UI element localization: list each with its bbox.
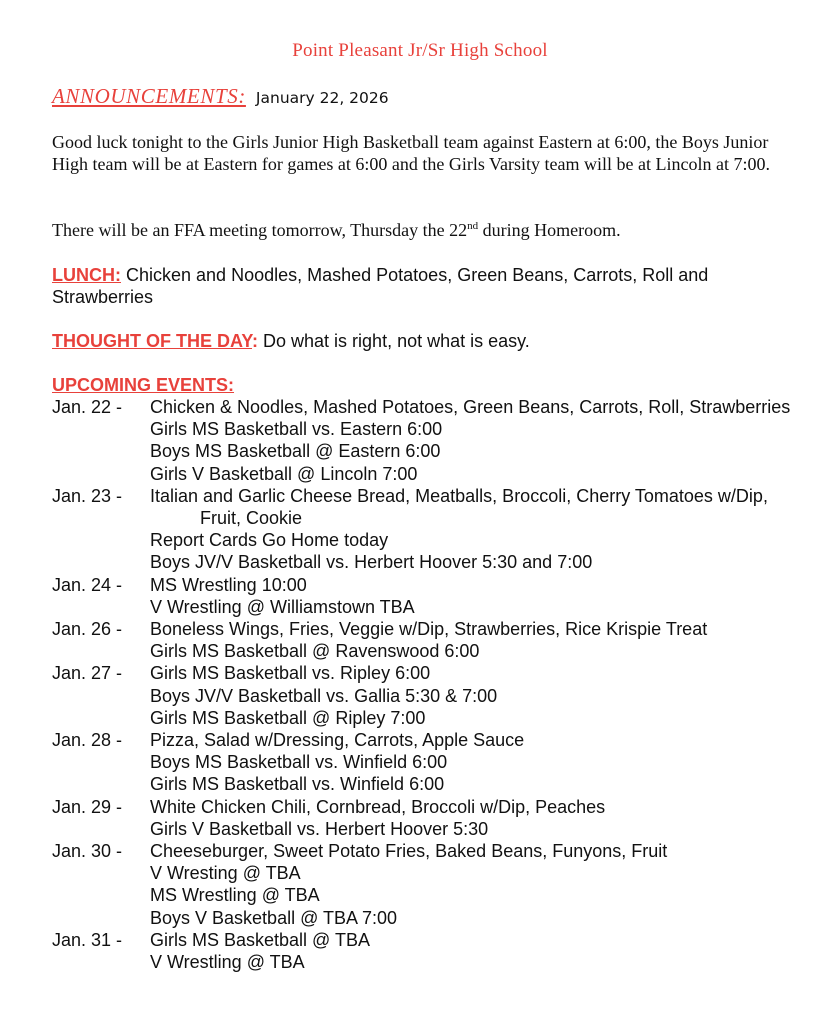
event-day — [52, 396, 812, 485]
thought-section — [52, 330, 792, 352]
event-date: Jan. 27 - — [52, 663, 123, 684]
ffa-text-end: during Homeroom. — [478, 220, 621, 240]
event-date: Jan. 24 - — [52, 574, 123, 595]
event-item: V Wrestling @ Williamstown TBA — [150, 596, 415, 617]
ffa-ordinal-suffix: nd — [467, 220, 479, 232]
event-item: Boys MS Basketball vs. Winfield 6:00 — [150, 752, 448, 773]
announcements-label: ANNOUNCEMENTS: — [52, 84, 246, 108]
event-item: Chicken & Noodles, Mashed Potatoes, Green Beans, Carrots, Roll, Strawberries — [150, 397, 791, 417]
event-items — [150, 796, 812, 840]
event-date: Jan. 23 - — [52, 485, 123, 506]
event-item: Girls MS Basketball @ Ripley 7:00 — [150, 707, 426, 728]
event-item: MS Wrestling @ TBA — [150, 885, 320, 906]
event-item: Italian and Garlic Cheese Bread, Meatballs, Broccoli, Cherry Tomatoes w/Dip, Fruit, Cookie — [150, 485, 768, 529]
lunch-label: LUNCH: — [52, 265, 121, 285]
event-items — [150, 574, 812, 618]
announcement-date: January 22, 2026 — [255, 89, 389, 107]
event-items — [150, 840, 812, 929]
event-item: MS Wrestling 10:00 — [150, 574, 307, 595]
lunch-section — [52, 264, 792, 308]
event-day — [52, 840, 812, 929]
event-date: Jan. 29 - — [52, 796, 123, 817]
event-day — [52, 485, 812, 574]
event-item: Pizza, Salad w/Dressing, Carrots, Apple Sauce — [150, 730, 525, 751]
event-date: Jan. 28 - — [52, 730, 123, 751]
event-day — [52, 662, 812, 729]
event-items — [150, 662, 812, 729]
thought-colon: : — [252, 331, 259, 351]
event-items — [150, 729, 812, 796]
event-item: Girls MS Basketball vs. Eastern 6:00 — [150, 419, 443, 440]
school-title: Point Pleasant Jr/Sr High School — [292, 40, 548, 61]
upcoming-events-heading: UPCOMING EVENTS: — [52, 375, 235, 395]
lunch-menu: Chicken and Noodles, Mashed Potatoes, Green Beans, Carrots, Roll and Strawberries — [52, 265, 709, 307]
event-item: Girls V Basketball vs. Herbert Hoover 5:30 — [150, 818, 489, 839]
event-item: Boys JV/V Basketball vs. Herbert Hoover 5:30 and 7:00 — [150, 552, 593, 573]
event-items — [150, 929, 812, 973]
event-item: V Wresting @ TBA — [150, 863, 301, 884]
event-item: Girls V Basketball @ Lincoln 7:00 — [150, 463, 418, 484]
event-items — [150, 485, 812, 574]
ffa-paragraph — [52, 219, 792, 241]
event-item: Boneless Wings, Fries, Veggie w/Dip, Strawberries, Rice Krispie Treat — [150, 619, 708, 640]
event-date: Jan. 31 - — [52, 929, 123, 950]
event-item: V Wrestling @ TBA — [150, 952, 305, 973]
event-item: Boys V Basketball @ TBA 7:00 — [150, 907, 398, 928]
thought-label: THOUGHT OF THE DAY — [52, 331, 253, 351]
event-items — [150, 618, 812, 662]
event-day — [52, 796, 812, 840]
event-day — [52, 618, 812, 662]
event-item: Girls MS Basketball vs. Winfield 6:00 — [150, 774, 445, 795]
good-luck-paragraph: Good luck tonight to the Girls Junior High Basketball team against Eastern at 6:00, the Boys Junior High team will be at Eastern for games at 6:00 and the Girls Varsity team will be at Lincoln at 7:00. — [52, 132, 770, 174]
event-item: Girls MS Basketball vs. Ripley 6:00 — [150, 663, 431, 684]
event-date: Jan. 22 - — [52, 397, 123, 417]
event-item: Girls MS Basketball @ TBA — [150, 929, 370, 950]
thought-text: Do what is right, not what is easy. — [258, 331, 530, 351]
event-item: Report Cards Go Home today — [150, 530, 389, 551]
event-day — [52, 574, 812, 618]
event-item: Boys JV/V Basketball vs. Gallia 5:30 & 7:00 — [150, 685, 498, 706]
announcements-header — [52, 84, 389, 109]
ffa-text: There will be an FFA meeting tomorrow, Thursday the 22 — [52, 220, 468, 240]
event-item: Cheeseburger, Sweet Potato Fries, Baked Beans, Funyons, Fruit — [150, 841, 668, 862]
event-item: White Chicken Chili, Cornbread, Broccoli w/Dip, Peaches — [150, 796, 606, 817]
event-day — [52, 729, 812, 796]
event-day — [52, 929, 812, 973]
event-date: Jan. 26 - — [52, 619, 123, 640]
event-item: Boys MS Basketball @ Eastern 6:00 — [150, 441, 441, 462]
event-date: Jan. 30 - — [52, 841, 123, 862]
event-item: Girls MS Basketball @ Ravenswood 6:00 — [150, 641, 480, 662]
event-items — [150, 396, 812, 485]
upcoming-events-list — [52, 396, 812, 973]
